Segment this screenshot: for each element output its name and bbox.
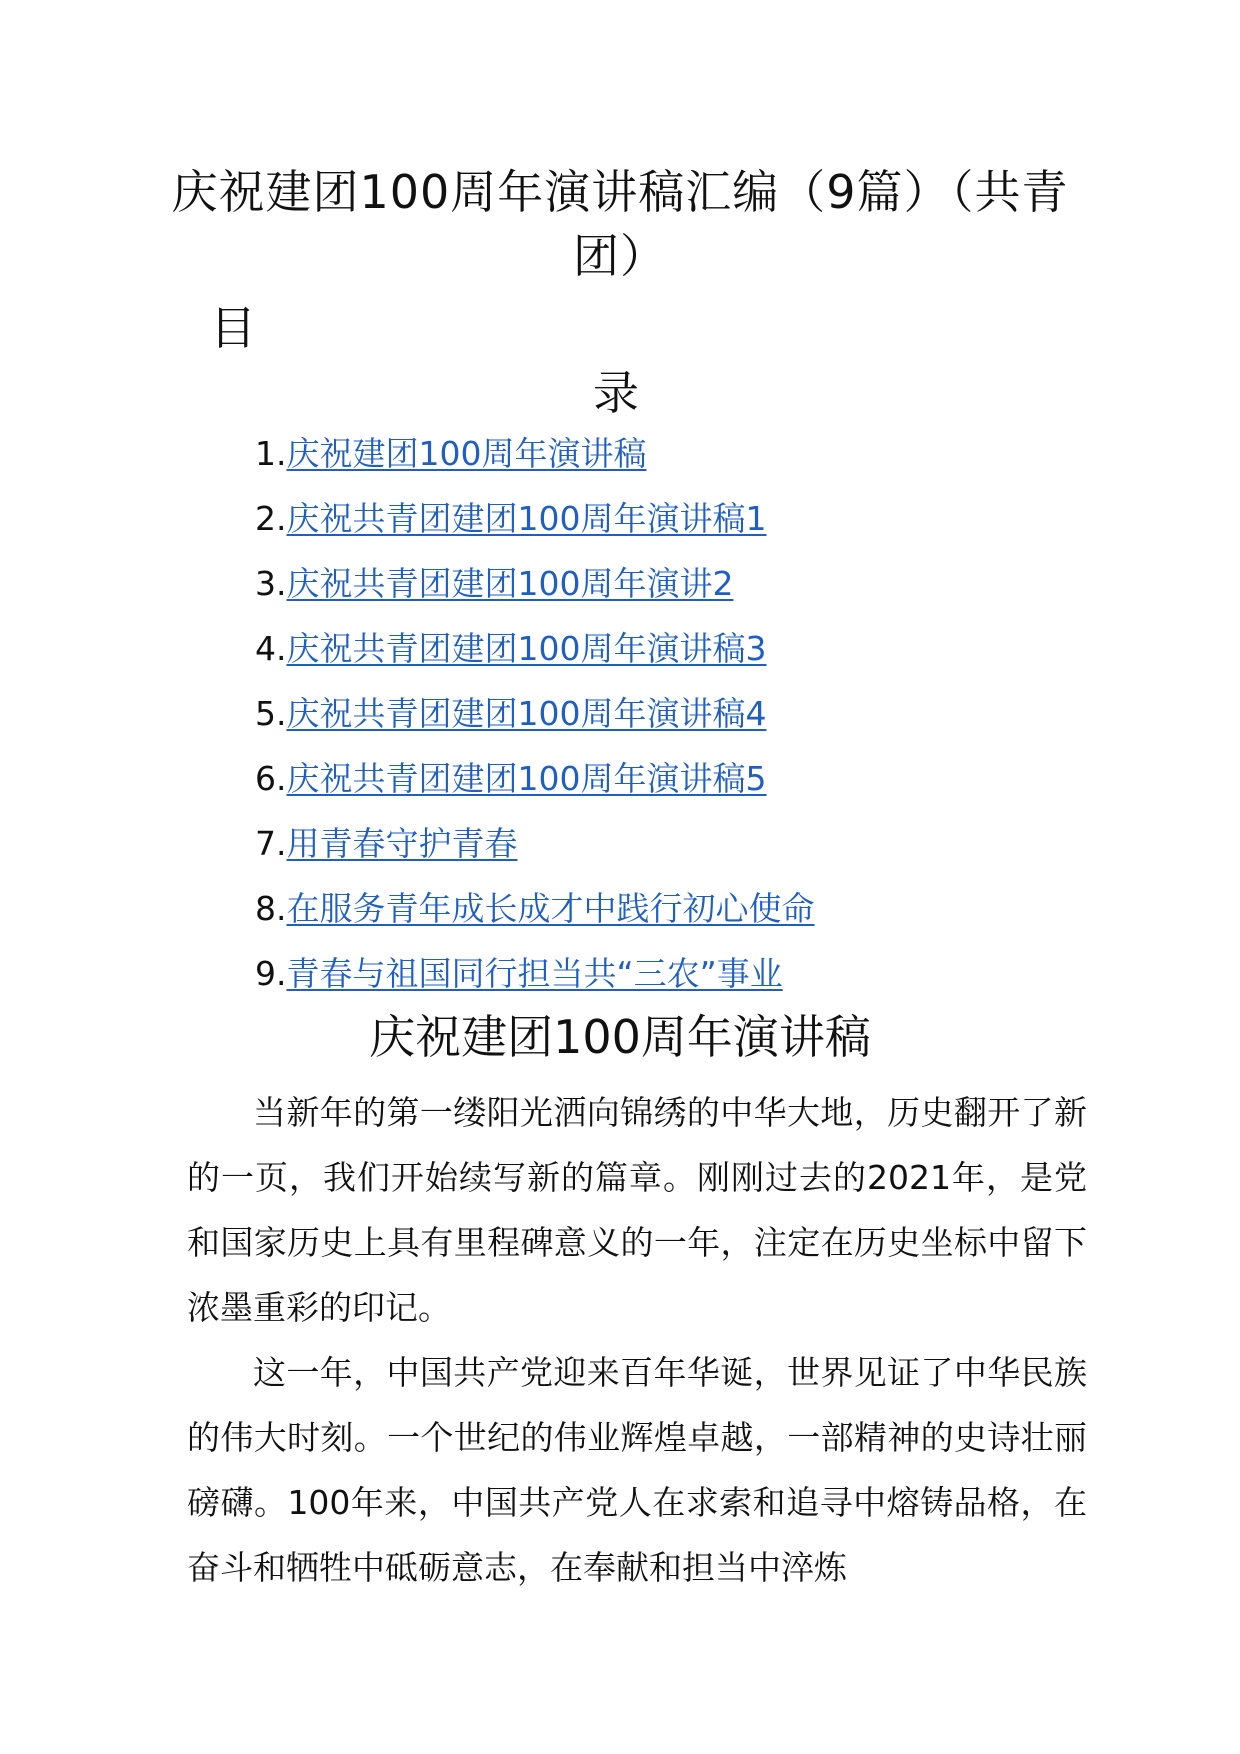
toc-item [255,495,815,560]
toc-item [255,430,815,495]
toc-number: 4. [255,629,287,668]
toc-item [255,690,815,755]
document-title: 庆祝建团100周年演讲稿汇编（9篇）（共青团） [171,165,1069,283]
toc-number: 5. [255,694,287,733]
toc-number: 3. [255,564,287,603]
table-of-contents [255,430,815,1015]
toc-item [255,560,815,625]
toc-link[interactable]: 庆祝共青团建团100周年演讲2 [286,564,734,603]
toc-number: 6. [255,759,287,798]
toc-link[interactable]: 用青春守护青春 [286,824,518,863]
toc-link[interactable]: 庆祝共青团建团100周年演讲稿4 [286,694,767,733]
toc-link[interactable]: 青春与祖国同行担当共“三农”事业 [286,954,783,993]
toc-number: 9. [255,954,287,993]
section-title: 庆祝建团100周年演讲稿 [369,1010,871,1064]
toc-link[interactable]: 在服务青年成长成才中践行初心使命 [286,889,815,928]
toc-number: 2. [255,499,287,538]
toc-item [255,820,815,885]
toc-link[interactable]: 庆祝共青团建团100周年演讲稿1 [286,499,767,538]
toc-item [255,625,815,690]
toc-heading-part2: 录 [593,366,639,420]
toc-link[interactable]: 庆祝建团100周年演讲稿 [286,434,647,473]
toc-number: 1. [255,434,287,473]
toc-number: 7. [255,824,287,863]
body-paragraph: 当新年的第一缕阳光洒向锦绣的中华大地，历史翻开了新的一页，我们开始续写新的篇章。刚刚过去的2021年，是党和国家历史上具有里程碑意义的一年，注定在历史坐标中留下浓墨重彩的印记。 [187,1093,1087,1327]
toc-item [255,755,815,820]
toc-heading-part1: 目 [210,301,256,355]
body-paragraph: 这一年，中国共产党迎来百年华诞，世界见证了中华民族的伟大时刻。一个世纪的伟业辉煌卓越，一部精神的史诗壮丽磅礴。100年来，中国共产党人在求索和追寻中熔铸品格，在奋斗和牺牲中砥砺意志，在奉献和担当中淬炼 [187,1353,1087,1587]
toc-link[interactable]: 庆祝共青团建团100周年演讲稿3 [286,629,767,668]
toc-number: 8. [255,889,287,928]
toc-item [255,885,815,950]
toc-link[interactable]: 庆祝共青团建团100周年演讲稿5 [286,759,767,798]
